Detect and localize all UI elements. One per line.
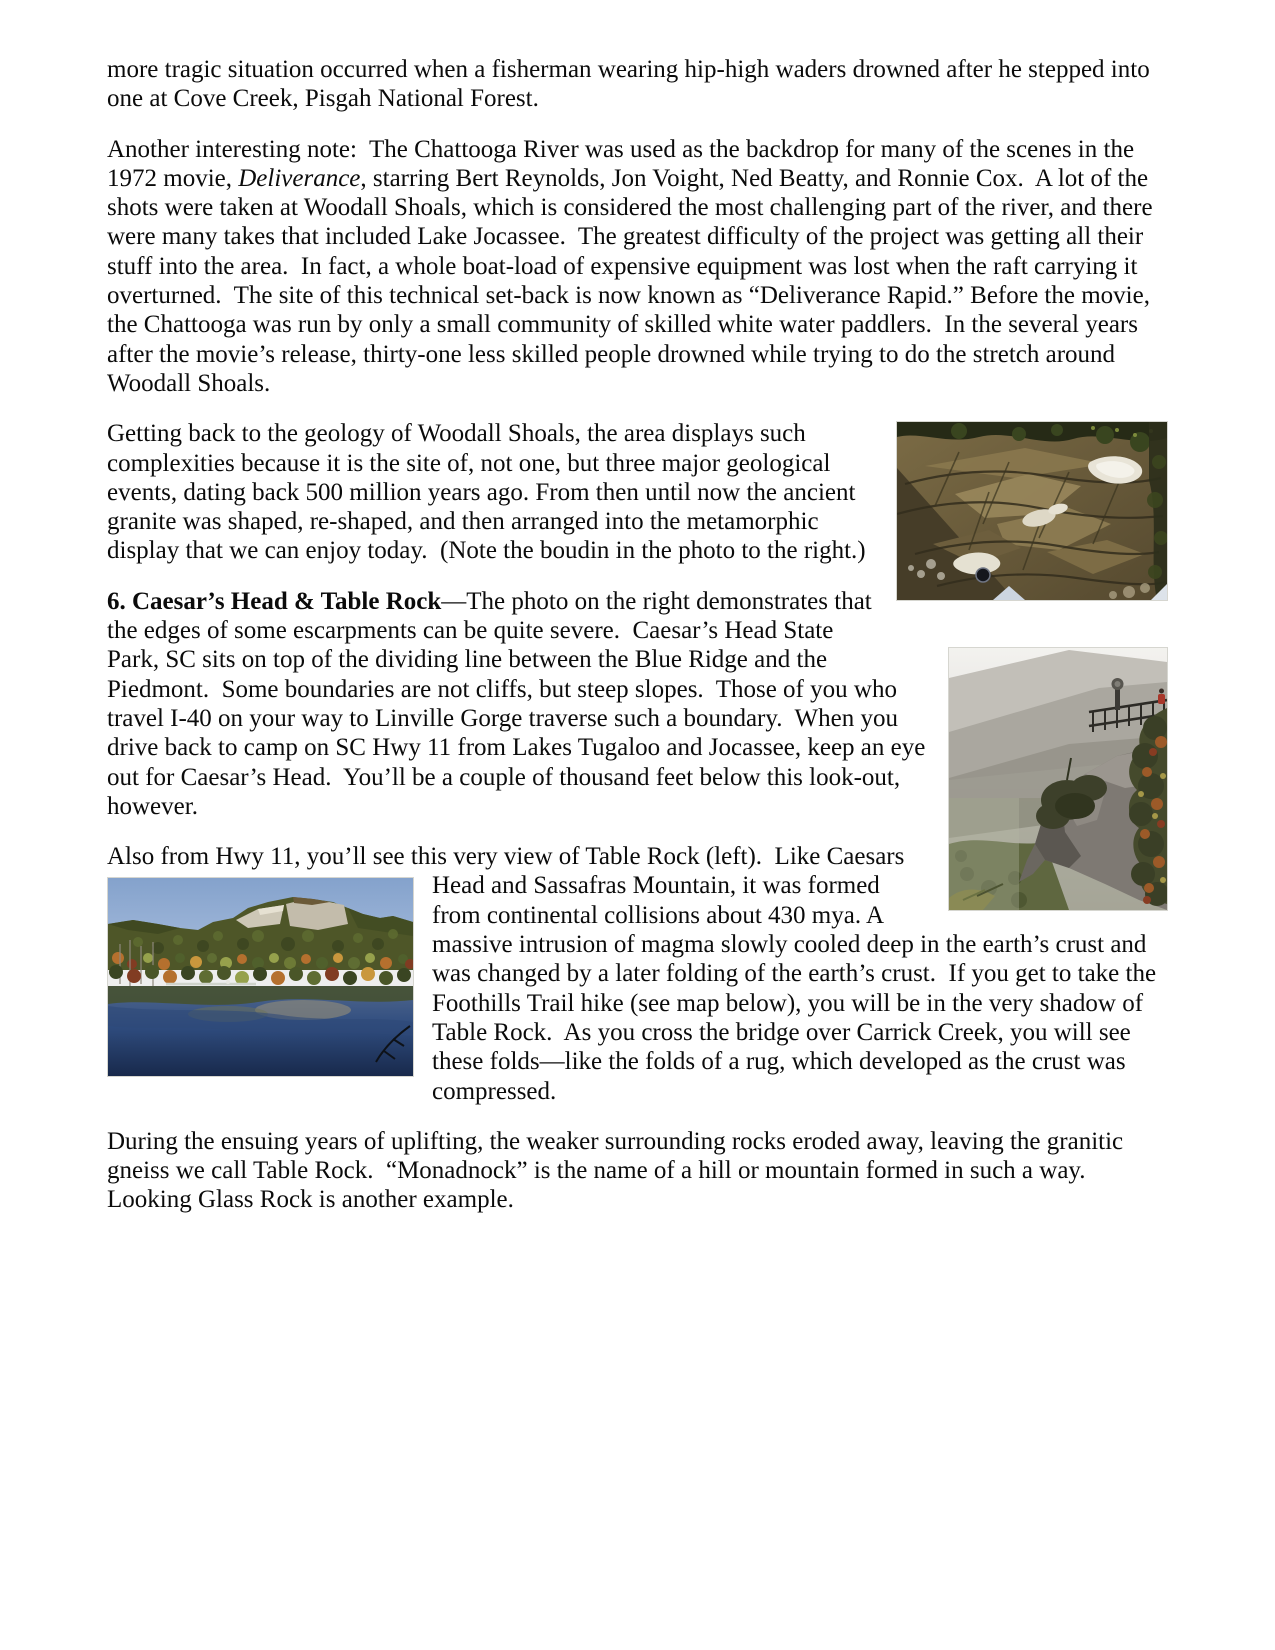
- paragraph-text: Another interesting note: The Chattooga River was used as the backdrop for many of the scenes in the 1972 movie,: [107, 135, 1141, 192]
- paragraph-caesars-head-table-rock: [107, 587, 1168, 821]
- table-rock-photo-illustration: [108, 878, 413, 1076]
- paragraph-monadnock: [107, 1127, 1168, 1215]
- paragraph-text: and Sassafras Mountain, it was formed from continental collisions about 430 mya. A massive intrusion of magma slowly cooled deep in the earth’s crust and was changed by a later folding of the earth’s crust. If you get to take the Foothills Trail hike (see map below), you will be in the very shadow of Table Rock. As you cross the bridge over Carrick Creek, you will see these folds—like the folds of a rug, which developed as the crust was compressed.: [432, 872, 1163, 1105]
- movie-title-italic: Deliverance: [238, 164, 361, 192]
- caesars-head-photo: [948, 647, 1168, 911]
- caesars-head-photo-illustration: [949, 648, 1167, 910]
- boudin-rock-photo-illustration: [897, 422, 1167, 600]
- paragraph-deliverance: [107, 135, 1168, 399]
- paragraph-text: Getting back to the geology of Woodall Shoals, the area displays such complexities because it is the site of, not one, but three major geological events, dating back 500 million years ago. From then until now the ancient granite was shaped, re-shaped, and then arranged into the metamorphic display that we can enjoy today. (Note the boudin in the photo to the right.): [107, 420, 866, 565]
- section-heading: 6. Caesar’s Head & Table Rock: [107, 587, 442, 615]
- table-rock-photo: [107, 877, 414, 1077]
- paragraph-text: Also from Hwy 11, you’ll see this very view of Table Rock (left). Like Caesars Head: [107, 843, 911, 900]
- paragraph-text: —The photo on the right demonstrates that the edges of some escarpments can be quite severe. Caesar’s Head State Park, SC sits on top of the dividing line between the Blue Ridge and the Piedmont. Some boundaries are not cliffs, but steep slopes. Those of you who travel I-40 on your way to Linville Gorge traverse such a boundary. When you drive back to camp on SC Hwy 11 from Lakes Tugaloo and Jocassee, keep an eye out for Caesar’s Head. You’ll be a couple of thousand feet below this look-out, however.: [107, 587, 932, 820]
- boudin-rock-photo: [896, 421, 1168, 601]
- paragraph-text: more tragic situation occurred when a fisherman wearing hip-high waders drowned after he stepped into one at Cove Creek, Pisgah National Forest.: [107, 56, 1156, 113]
- paragraph-geology: [107, 419, 1168, 565]
- paragraph-fisherman: [107, 55, 1168, 114]
- paragraph-text: , starring Bert Reynolds, Jon Voight, Ned Beatty, and Ronnie Cox. A lot of the shots were taken at Woodall Shoals, which is considered the most challenging part of the river, and there were many takes that included Lake Jocassee. The greatest difficulty of the project was getting all their stuff into the area. In fact, a whole boat-load of expensive equipment was lost when the raft carrying it overturned. The site of this technical set-back is now known as “Deliverance Rapid.” Before the movie, the Chattooga was run by only a small community of skilled white water paddlers. In the several years after the movie’s release, thirty-one less skilled people drowned while trying to do the stretch around Woodall Shoals.: [107, 164, 1159, 397]
- paragraph-text: During the ensuing years of uplifting, the weaker surrounding rocks eroded away, leaving the granitic gneiss we call Table Rock. “Monadnock” is the name of a hill or mountain formed in such a way. Looking Glass Rock is another example.: [107, 1127, 1130, 1214]
